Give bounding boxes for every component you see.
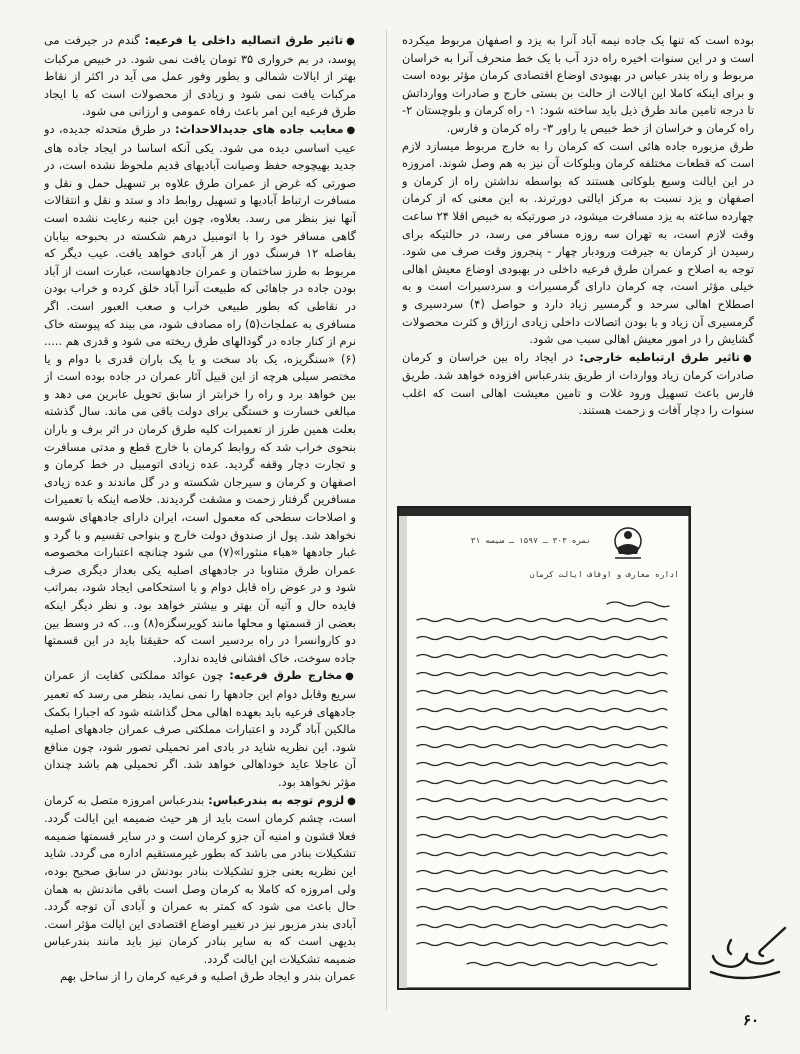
bullet-paragraph bbox=[44, 667, 356, 791]
left-column bbox=[44, 32, 356, 1028]
bullet-text: گندم در جیرفت می پوسد، در بم خرواری ۳۵ تومان یافت نمی شود. در خبیص مرکبات بهتر از ایالات شمالی و بطور وفور عمل می آید در اکثر از نقاط مرکبات یافت نمی شود و زیادی از محصولات است که با ایجاد طرق فرعیه این امر باعث رفاه عمومی و ارزانی می شود. bbox=[44, 33, 356, 119]
bullet-lead: تاثیر طرق ارتباطیه خارجی: bbox=[579, 349, 740, 364]
bullet-icon: ● bbox=[347, 795, 356, 807]
right-column bbox=[402, 32, 754, 487]
closing-line: عمران بندر و ایجاد طرق اصلیه و فرعیه کرمان را از ساحل بهم bbox=[59, 969, 356, 984]
bullet-icon: ● bbox=[742, 352, 754, 364]
paragraph: طرق مزبوره جاده هائی است که کرمان را به خارج مربوط میسازد لازم است که قطعات مختلفه کرمان وبلوکات آن نیز به هم وصل شوند. امروزه در این ایالت وسیع بلوکاتی هستند که بواسطه نداشتن راه از کرمان و اصفهان و یزد نسبت به مرکز ایالتی دورترند. به این معنی که از کرمان چهارده ساعته به یزد مسافرت میشود، در صورتیکه به خبیص اقلا ۲۴ ساعت وقت لازم است، به تهران سه روزه مسافر می رسد، در حالتیکه برای رسیدن از کرمان به جیرفت ورودبار چهار - پنجروز وقت صرف می شود. توجه به اصلاح و عمران طرق فرعیه داخلی در بهبودی اوضاع معیش اهالی خیلی مؤثر است، چه کرمان دارای گرمسیرات و سردسیرات است و به اصطلاح اهالی سرحد و گرمسیر زیاد دارد و حواصل (۴) سردسیری و گرمسیری آن زیاد و با بودن اتصالات داخلی زیادی ارزاق و کثرت محصولات گشایش را در امور معیش اهالی سبب می شود. bbox=[402, 138, 754, 347]
letter-header-line: اداره معارف و اوقاف ایالت کرمان bbox=[529, 570, 679, 579]
letter-number-line: نمره ۳۰۳ ـ ۱۵۹۷ ـ سیسه ۳۱ bbox=[470, 536, 591, 545]
bullet-icon: ● bbox=[345, 671, 356, 683]
bullet-lead: لزوم توجه به بندرعباس: bbox=[208, 792, 345, 807]
bullet-text: در طرق متحدثه جدیده، دو عیب اساسی دیده می شود. یکی آنکه اساسا در ایجاد جاده های جدید بهیچوجه حفظ وصیانت آبادیهای قدیم ملحوظ نشده است، در صورتی که غرض از عمران طرق علاوه بر تسهیل حمل و نقل و مسافرت ارتباط آبادیها و تسهیل روابط داد و ستد و نقل و انتقالات آنها نیز بنظر می رسد. بعلاوه، چون این جنبه رعایت نشده است گاهی مسافر خود را با اتومبیل درهم شکسته در بحبوحه بیابان بفاصله ۱۲ فرسنگ دور از هر آبادی خواهد یافت. عیب دیگر که مربوط به طرز ساختمان و عمران جادههاست، عبارت است از آباد بودن جاده در جاهائی که طبیعت آنرا آباد خلق کرده و خراب بودن در نقاطی که بطور طبیعی خراب و صعب العبور است. اگر مسافری به عملجات(۵) راه مصادف شود، می بیند که پیوسته خاک نرم از کنار جاده در گودالهای طرق ریخته می شود و قدری هم .....(۶) «سنگریزه، یک باد سخت و یا یک باران قدری با دوام و یا مختصر سیلی هرچه از این قبیل آثار عمران در جاده بوده است از بین خواهد برد و راه را خرابتر از سابق تحویل عابرین می دهد و مبالغی خسارت و خستگی برای دولت باقی می ماند. سال گذشته بعلت همین طرز از تعمیرات کلیه طرق کرمان در اثر برف و باران بنحوی خراب شد که روابط کرمان با خارج قطع و مدتی مسافرت و تجارت دچار وقفه گردید. عده زیادی اتومبیل در خط کرمان و اصفهان و کرمان و سیرجان شکسته و در گل ماندند و عده زیادی مسافرین گرفتار زحمت و مشقت گردیدند. خلاصه اینکه با تعمیرات و اصلاحات سطحی که معمول است، ایران دارای جادههای شوسه نخواهد شد. پول از صندوق دولت خارج و بنواحی تقسیم و با گرد و غبار جادهها «هباء منثورا»(۷) می شود چنانچه اعتبارات مخصوصه عمران طرق متناوبا در جادههای اصلیه یکی بعداز دیگری صرف شود و در عوض راه قابل دوام و با استحکامی ایجاد شود، بمراتب فایده حال و آتیه آن بهتر و بیشتر خواهد بود. و نظر دیگر اینکه بعضی از قسمتها و محلها مانند کویرسگزه(۸) و... که در وسط بین دو کاروانسرا در راه بردسیر است که حقیقتا باید در این قسمتها جاده سوخت، خاک افشانی فایده ندارد. bbox=[44, 121, 356, 665]
logo-text: کرمان bbox=[746, 986, 749, 987]
bullet-icon: ● bbox=[346, 124, 356, 136]
paragraph: بوده است که تنها یک جاده نیمه آباد آنرا به یزد و اصفهان مربوط میکرده است و در این سنوات اخیره راه دزد آب با یک خط منحرف آنرا به خراسان مربوط و راه بندر عباس در بهبودی اوضاع اقتصادی کرمان مؤثر بوده است و برای اینکه کاملا این ایالات از حالت بن بستی خارج و صادرات ووارداتش تا درجه تامین ماند طرق ذیل باید ساخته شود: ۱- راه کرمان و بلوچستان ۲- راه کرمان و خراسان از خط خبیص یا راور ۳- راه کرمان و فارس. bbox=[402, 33, 754, 135]
column-divider bbox=[386, 30, 387, 1010]
bullet-paragraph bbox=[44, 32, 356, 121]
bullet-icon: ● bbox=[346, 36, 356, 47]
letter-edge bbox=[399, 508, 407, 988]
bullet-paragraph bbox=[44, 792, 356, 969]
bullet-paragraph bbox=[402, 349, 754, 420]
bullet-paragraph bbox=[44, 121, 356, 667]
bullet-lead: مخارج طرق فرعیه: bbox=[229, 668, 343, 683]
archival-letter-image bbox=[397, 506, 691, 990]
bullet-text: چون عوائد مملکتی کفایت از عمران سریع وقابل دوام این جادهها را نمی نماید، بنظر می رسد که تعمیر جادههای فرعیه باید بعهده اهالی محل گذاشته شود که اجبارا بکمک مالکین آباد گردد و اعتبارات مملکتی صرف عمران جادههای اصلیه شود. این نظریه شاید در بادی امر تحمیلی تصور شود، چون منافع آن عاجلا عاید خوداهالی خواهد شد. اگر تحمیلی هم باشد چندان مؤثر نخواهد بود. bbox=[44, 668, 356, 789]
letter-top-band bbox=[399, 508, 689, 516]
kerman-calligraphy-logo-icon bbox=[701, 920, 791, 990]
page-number: ۶۰ bbox=[742, 1011, 760, 1029]
handwritten-text-icon bbox=[407, 598, 679, 978]
bullet-lead: معایب جاده های جدیدالاحداث: bbox=[175, 121, 344, 136]
bullet-lead: تاثیر طرق اتصالیه داخلی یا فرعیه: bbox=[144, 33, 344, 47]
bullet-text: در ایجاد راه بین خراسان و کرمان صادرات کرمان زیاد وواردات از طریق بندرعباس افزوده خواهد شد. طریق فارس باعث تسهیل ورود غلات و تامین معیشت اهالی است که اغلب سنوات را دچار آفات و زحمت هستند. bbox=[402, 349, 754, 418]
bullet-text: بندرعباس امروزه متصل به کرمان است، چشم کرمان است باید از هر حیث ضمیمه این ایالت گردد. فعلا قشون و امنیه آن جزو کرمان است و در سایر قسمتها ضمیمه تشکیلات بنادر می باشد که بطور غیرمستقیم اداره می گردد. شاید این نظریه یعنی جزو تشکیلات بنادر بودنش در سابق صحیح بوده، ولی امروزه که کاملا به کرمان وصل است باقی ماندنش به همان حال باعث می شود که کمتر به عمران و آبادی آن توجه گردد. آبادی بندر مزبور نیز در تغییر اوضاع اقتصادی این ایالت مؤثر است. بدیهی است که به سایر بنادر کرمان نیز باید مانند بندرعباس ضمیمه تشکیلات این ایالت گردد. bbox=[44, 792, 356, 966]
lion-and-sun-emblem-icon bbox=[607, 522, 649, 564]
